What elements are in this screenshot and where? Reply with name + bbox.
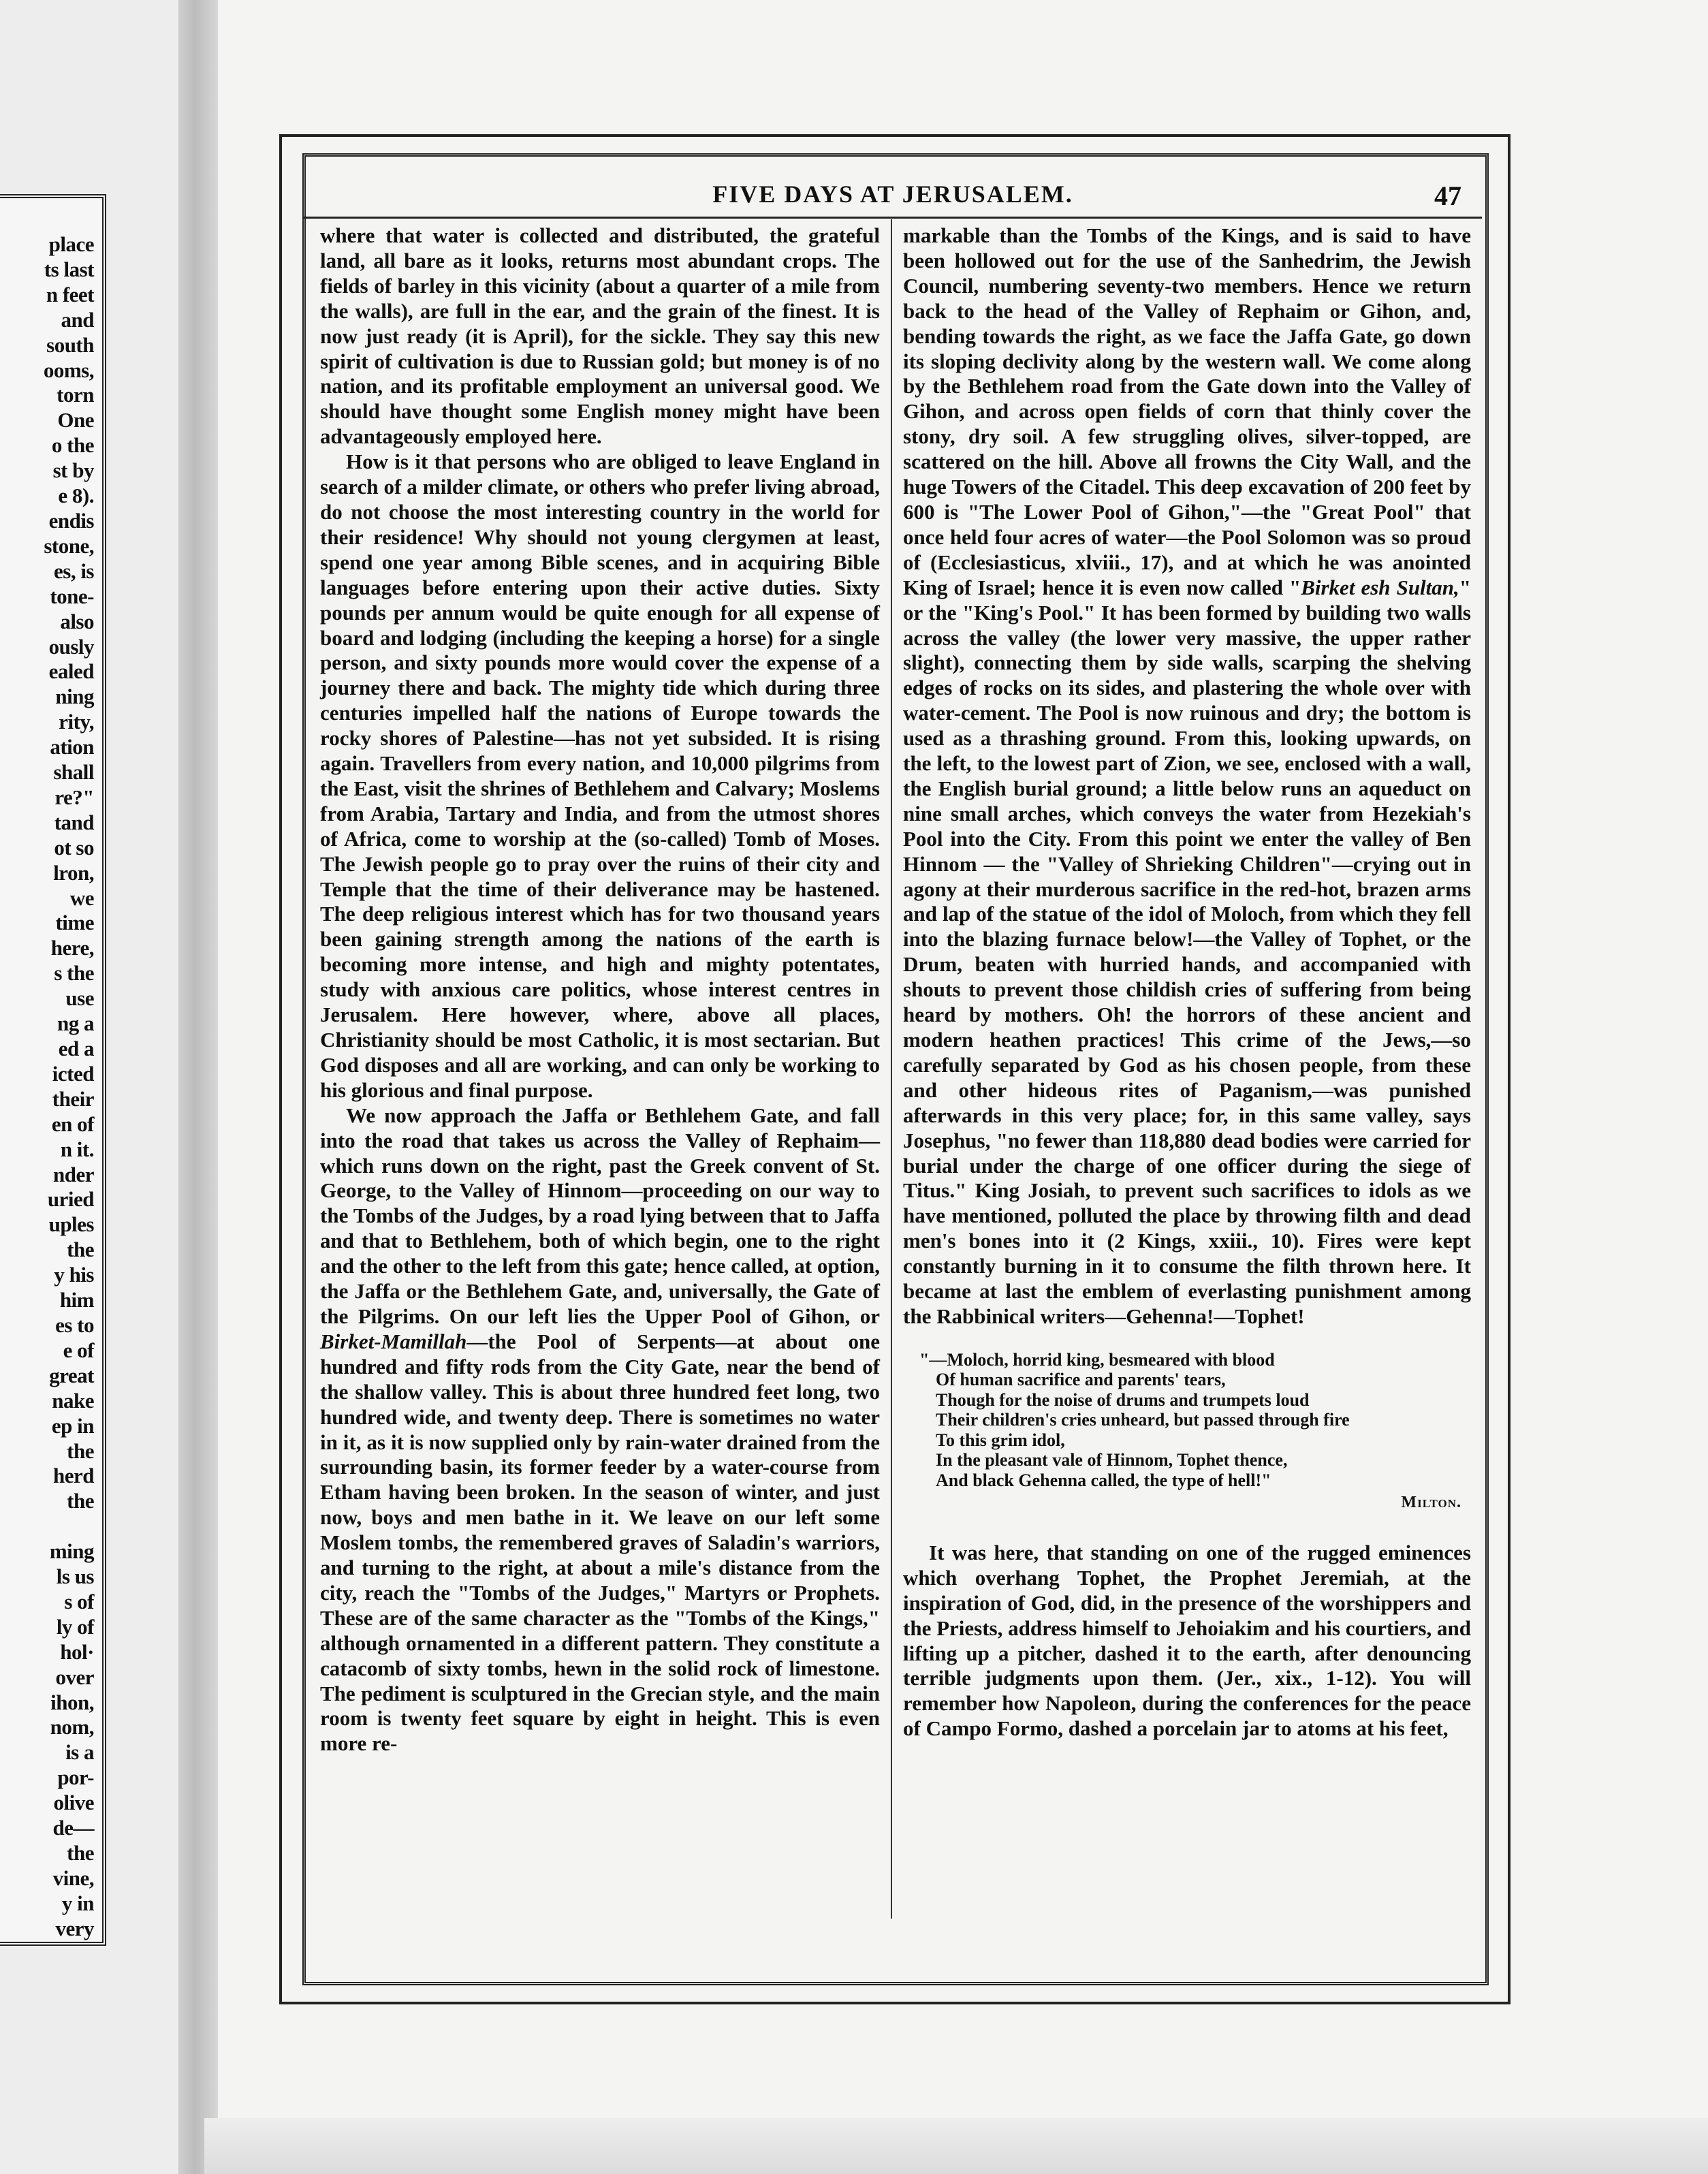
- previous-page-line: nom,: [50, 1715, 94, 1739]
- previous-page-line: [44, 1514, 94, 1539]
- column-divider: [891, 219, 892, 1919]
- previous-page-line: por-: [57, 1765, 94, 1790]
- previous-page-line: south: [46, 332, 94, 357]
- previous-page-line: endis: [48, 508, 94, 533]
- paragraph-text: We now approach the Jaffa or Bethlehem Gate, and fall into the road that takes us across the Valley of Rephaim—which runs down on the right, past the Greek convent of St. George, to the Valley of Hinnom—proceeding on our way to the Tombs of the Judges, by a road lying between that to Jaffa and that to Bethlehem, both of which begin, one to the right and the other to the left from this gate; hence called, at option, the Jaffa or the Bethlehem Gate, and, universally, the Gate of the Pilgrims. On our left lies the Upper Pool of Gihon, or: [320, 1103, 880, 1328]
- poem-line: Though for the noise of drums and trumpets loud: [936, 1389, 1310, 1410]
- previous-page-line: ealed: [48, 659, 94, 684]
- poem-line: To this grim idol,: [936, 1430, 1065, 1450]
- previous-page-line: the: [67, 1238, 94, 1262]
- previous-page-line: One: [57, 408, 94, 432]
- page-number: 47: [1434, 180, 1461, 211]
- previous-page-line: st by: [52, 458, 94, 483]
- previous-page-line: ooms,: [43, 358, 94, 382]
- previous-page-line: olive: [53, 1791, 94, 1815]
- right-column: [903, 223, 1471, 1742]
- previous-page-line: rity,: [59, 710, 94, 734]
- paragraph: [320, 1103, 880, 1757]
- previous-page-line: n it.: [60, 1137, 94, 1161]
- page: [218, 0, 1708, 2174]
- previous-page-line: o the: [51, 433, 94, 458]
- previous-page-line: y in: [61, 1891, 94, 1915]
- previous-page-line: ming: [49, 1539, 94, 1564]
- previous-page-line: over: [55, 1665, 94, 1689]
- previous-page-line: ation: [50, 735, 94, 759]
- previous-page-line: ls us: [56, 1564, 94, 1589]
- previous-page-line: is a: [65, 1740, 94, 1765]
- previous-page-line: es, is: [54, 558, 94, 583]
- page-header: [304, 176, 1482, 219]
- previous-page-line: torn: [57, 383, 94, 407]
- previous-page-line: use: [65, 986, 94, 1011]
- previous-page-line: lron,: [53, 860, 94, 885]
- previous-page-line: also: [60, 609, 94, 633]
- paragraph-text: markable than the Tombs of the Kings, and is said to have been hollowed out for the use of the Sanhedrim, the Jewish Council, numbering seventy-two members. Hence we return back to the head of the Valley of Rephaim or Gihon, and, bending towards the right, as we face the Jaffa Gate, go down its sloping declivity along by the western wall. We come along by the Bethlehem road from the Gate down into the Valley of Gihon, and across open fields of corn that thinly cover the stony, dry soil. A few struggling olives, silver-topped, are scattered on the hill. Above all frowns the City Wall, and the huge Towers of the Citadel. This deep excavation of 200 feet by 600 is "The Lower Pool of Gihon,"—the "Great Pool" that once held four acres of water—the Pool Solomon was so proud of (Ecclesiasticus, xlviii., 17), and at which he was anointed King of Israel; hence it is even now called ": [903, 223, 1471, 599]
- previous-page-line: very: [55, 1916, 94, 1940]
- previous-page-line: de—: [52, 1816, 94, 1840]
- previous-page-line: n feet: [46, 282, 94, 306]
- previous-page-line: icted: [52, 1061, 94, 1086]
- previous-page-line: time: [55, 911, 94, 935]
- previous-page-line: herd: [53, 1464, 94, 1488]
- paragraph: It was here, that standing on one of the rugged eminences which overhang Tophet, the Prophet Jeremiah, at the inspiration of God, did, in the presence of the worshippers and the Priests, address himself to Jehoiakim and his courtiers, and lifting up a pitcher, dashed it to the earth, after denouncing terrible judgments upon them. (Jer., xix., 1-12). You will remember how Napoleon, during the conferences for the peace of Campo Formo, dashed a porcelain jar to atoms at his feet,: [903, 1540, 1471, 1741]
- previous-page-line: hol·: [60, 1639, 94, 1664]
- previous-page-line: s of: [64, 1589, 94, 1613]
- previous-page-line: tone-: [50, 584, 94, 608]
- previous-page-line: en of: [51, 1112, 94, 1136]
- previous-page-line: e 8).: [58, 484, 94, 508]
- paragraph: [903, 223, 1471, 1329]
- previous-page-line: e of: [63, 1338, 94, 1362]
- poem-author: Milton.: [1401, 1494, 1461, 1512]
- previous-page-line: nake: [52, 1388, 94, 1413]
- paragraph-text: " or the "King's Pool." It has been formed by building two walls across the valley (the lower very massive, the upper rather slight), connecting them by side walls, scarping the shelving edges of rocks on its sides, and plastering the whole over with water-cement. The Pool is now ruinous and dry; the bottom is used as a thrashing ground. From this, looking upwards, on the left, to the lowest part of Zion, we see, enclosed with a wall, the English burial ground; a little below runs an aqueduct on nine small arches, which conveys the water from Hezekiah's Pool into the City. From this point we enter the valley of Ben Hinnom — the "Valley of Shrieking Children"—crying out in agony at their murderous sacrifice in the red-hot, brazen arms and lap of the statue of the idol of Moloch, from which they fell into the blazing furnace below!—the Valley of Tophet, or the Drum, beaten with hurried hands, and accompanied with shouts to prevent those childish cries of suffering from being heard by mothers. Oh! the horrors of these ancient and modern heathen practices! This crime of the Jews,—so carefully separated by God as his chosen people, from these and other hideous rites of Paganism,—was punished afterwards in this very place; for, in this same valley, says Josephus, "no fewer than 118,880 dead bodies were carried for burial under the charge of one officer during the siege of Titus." King Josiah, to prevent such sacrifices to idols as we have mentioned, polluted the place by throwing filth and dead men's bones into it (2 Kings, xxiii., 10). Fires were kept constantly burning in it to consume the filth thrown here. It became at last the emblem of everlasting punishment among the Rabbinical writers—Gehenna!—Tophet!: [903, 575, 1471, 1328]
- previous-page-line: and: [61, 307, 94, 332]
- previous-page-line: ning: [55, 684, 94, 709]
- previous-page-line: the: [67, 1841, 94, 1865]
- paragraph: How is it that persons who are obliged to leave England in search of a milder climate, or others who prefer living abroad, do not choose the most interesting country in the world for their residence! Why should not young clergymen at least, spend one year among Bible scenes, and in acquiring Bible languages before entering upon their active duties. Sixty pounds per annum would be quite enough for all expense of board and lodging (including the keeping a horse) for a single person, and sixty pounds more would cover the expense of a journey there and back. The mighty tide which during three centuries impelled half the nations of Europe towards the rocky shores of Palestine—has not yet subsided. It is rising again. Travellers from every nation, and 10,000 pilgrims from the East, visit the shrines of Bethlehem and Calvary; Moslems from Arabia, Tartary and India, and from the utmost shores of Africa, come to worship at the (so-called) Tomb of Moses. The Jewish people go to pray over the ruins of their city and Temple that the time of their deliverance may be hastened. The deep religious interest which has for two thousand years been gaining strength among the nations of the earth is becoming more intense, and high and mighty potentates, study with anxious care politics, whose interest centres in Jerusalem. Here however, where, above all places, Christianity should be most Catholic, it is most sectarian. But God disposes and all are working, and can only be working to his glorious and final purpose.: [320, 450, 880, 1102]
- poem-quote: [919, 1350, 1471, 1513]
- previous-page-line: we: [69, 885, 94, 910]
- previous-page: [0, 0, 204, 2174]
- previous-page-line: the: [67, 1438, 94, 1463]
- previous-page-line: here,: [50, 936, 94, 960]
- previous-page-line: re?": [54, 785, 94, 809]
- previous-page-line: ously: [48, 634, 94, 659]
- previous-page-line: s the: [54, 961, 94, 986]
- previous-page-line: their: [52, 1086, 94, 1111]
- running-title: FIVE DAYS AT JERUSALEM.: [712, 180, 1073, 208]
- previous-page-line: y his: [54, 1263, 94, 1287]
- previous-page-line: ed a: [58, 1037, 94, 1060]
- poem-line: Of human sacrifice and parents' tears,: [936, 1370, 1226, 1390]
- previous-page-line: ep in: [51, 1413, 94, 1438]
- paragraph-text: —the Pool of Serpents—at about one hundred and fifty rods from the City Gate, near the bend of the shallow valley. This is about three hundred feet long, two hundred wide, and twenty deep. There is sometimes no water in it, as it is now supplied only by rain-water drained from the surrounding basin, its former feeder by a water-course from Etham having been broken. In the season of winter, and just now, boys and men bathe in it. We leave on our left some Moslem tombs, the remembered graves of Saladin's warriors, and turning to the right, at about a mile's distance from the city, reach the "Tombs of the Judges," Martyrs or Prophets. These are of the same character as the "Tombs of the Kings," although ornamented in a different pattern. They constitute a catacomb of sixty tombs, hewn in the solid rock of limestone. The pediment is sculptured in the Grecian style, and the main room is twenty feet square by eight in height. This is even more re-: [320, 1329, 880, 1756]
- paragraph: where that water is collected and distributed, the grateful land, all bare as it looks, returns most abundant crops. The fields of barley in this vicinity (about a quarter of a mile from the walls), are full in the ear, and the grain of the finest. It is now just ready (it is April), for the sickle. They say this new spirit of cultivation is due to Russian gold; but money is of no nation, and its profitable employment an universal good. We should have thought some English money might have been advantageously employed here.: [320, 223, 880, 449]
- page-bottom-edge: [204, 2118, 1708, 2174]
- previous-page-frame: [0, 194, 106, 1946]
- previous-page-line: ts last: [44, 257, 94, 281]
- previous-page-line: ly of: [56, 1614, 94, 1639]
- poem-line: And black Gehenna called, the type of hell!": [936, 1470, 1271, 1490]
- italic-name: Birket esh Sultan,: [1301, 575, 1459, 599]
- previous-page-line: es to: [55, 1312, 94, 1337]
- previous-page-line: nder: [53, 1162, 94, 1186]
- poem-line: "—Moloch, horrid king, besmeared with blood: [919, 1349, 1275, 1370]
- poem-line: Their children's cries unheard, but passed through fire: [936, 1410, 1350, 1430]
- previous-page-text: [44, 232, 94, 1942]
- previous-page-line: shall: [53, 760, 94, 785]
- previous-page-line: place: [48, 232, 94, 256]
- previous-page-line: ot so: [54, 835, 94, 860]
- left-column: [320, 223, 880, 1756]
- italic-name: Birket-Mamillah: [320, 1329, 467, 1353]
- previous-page-line: uried: [47, 1187, 94, 1212]
- previous-page-line: vine,: [52, 1865, 94, 1890]
- previous-page-line: the: [67, 1489, 94, 1513]
- previous-page-line: ng a: [57, 1011, 94, 1036]
- poem-line: In the pleasant vale of Hinnom, Tophet thence,: [936, 1450, 1288, 1470]
- previous-page-line: uples: [48, 1212, 94, 1237]
- previous-page-line: ihon,: [50, 1690, 94, 1714]
- previous-page-line: stone,: [44, 533, 94, 558]
- book-gutter: [178, 0, 219, 2174]
- previous-page-line: great: [49, 1363, 94, 1387]
- previous-page-line: tand: [54, 810, 94, 834]
- previous-page-line: him: [59, 1288, 94, 1312]
